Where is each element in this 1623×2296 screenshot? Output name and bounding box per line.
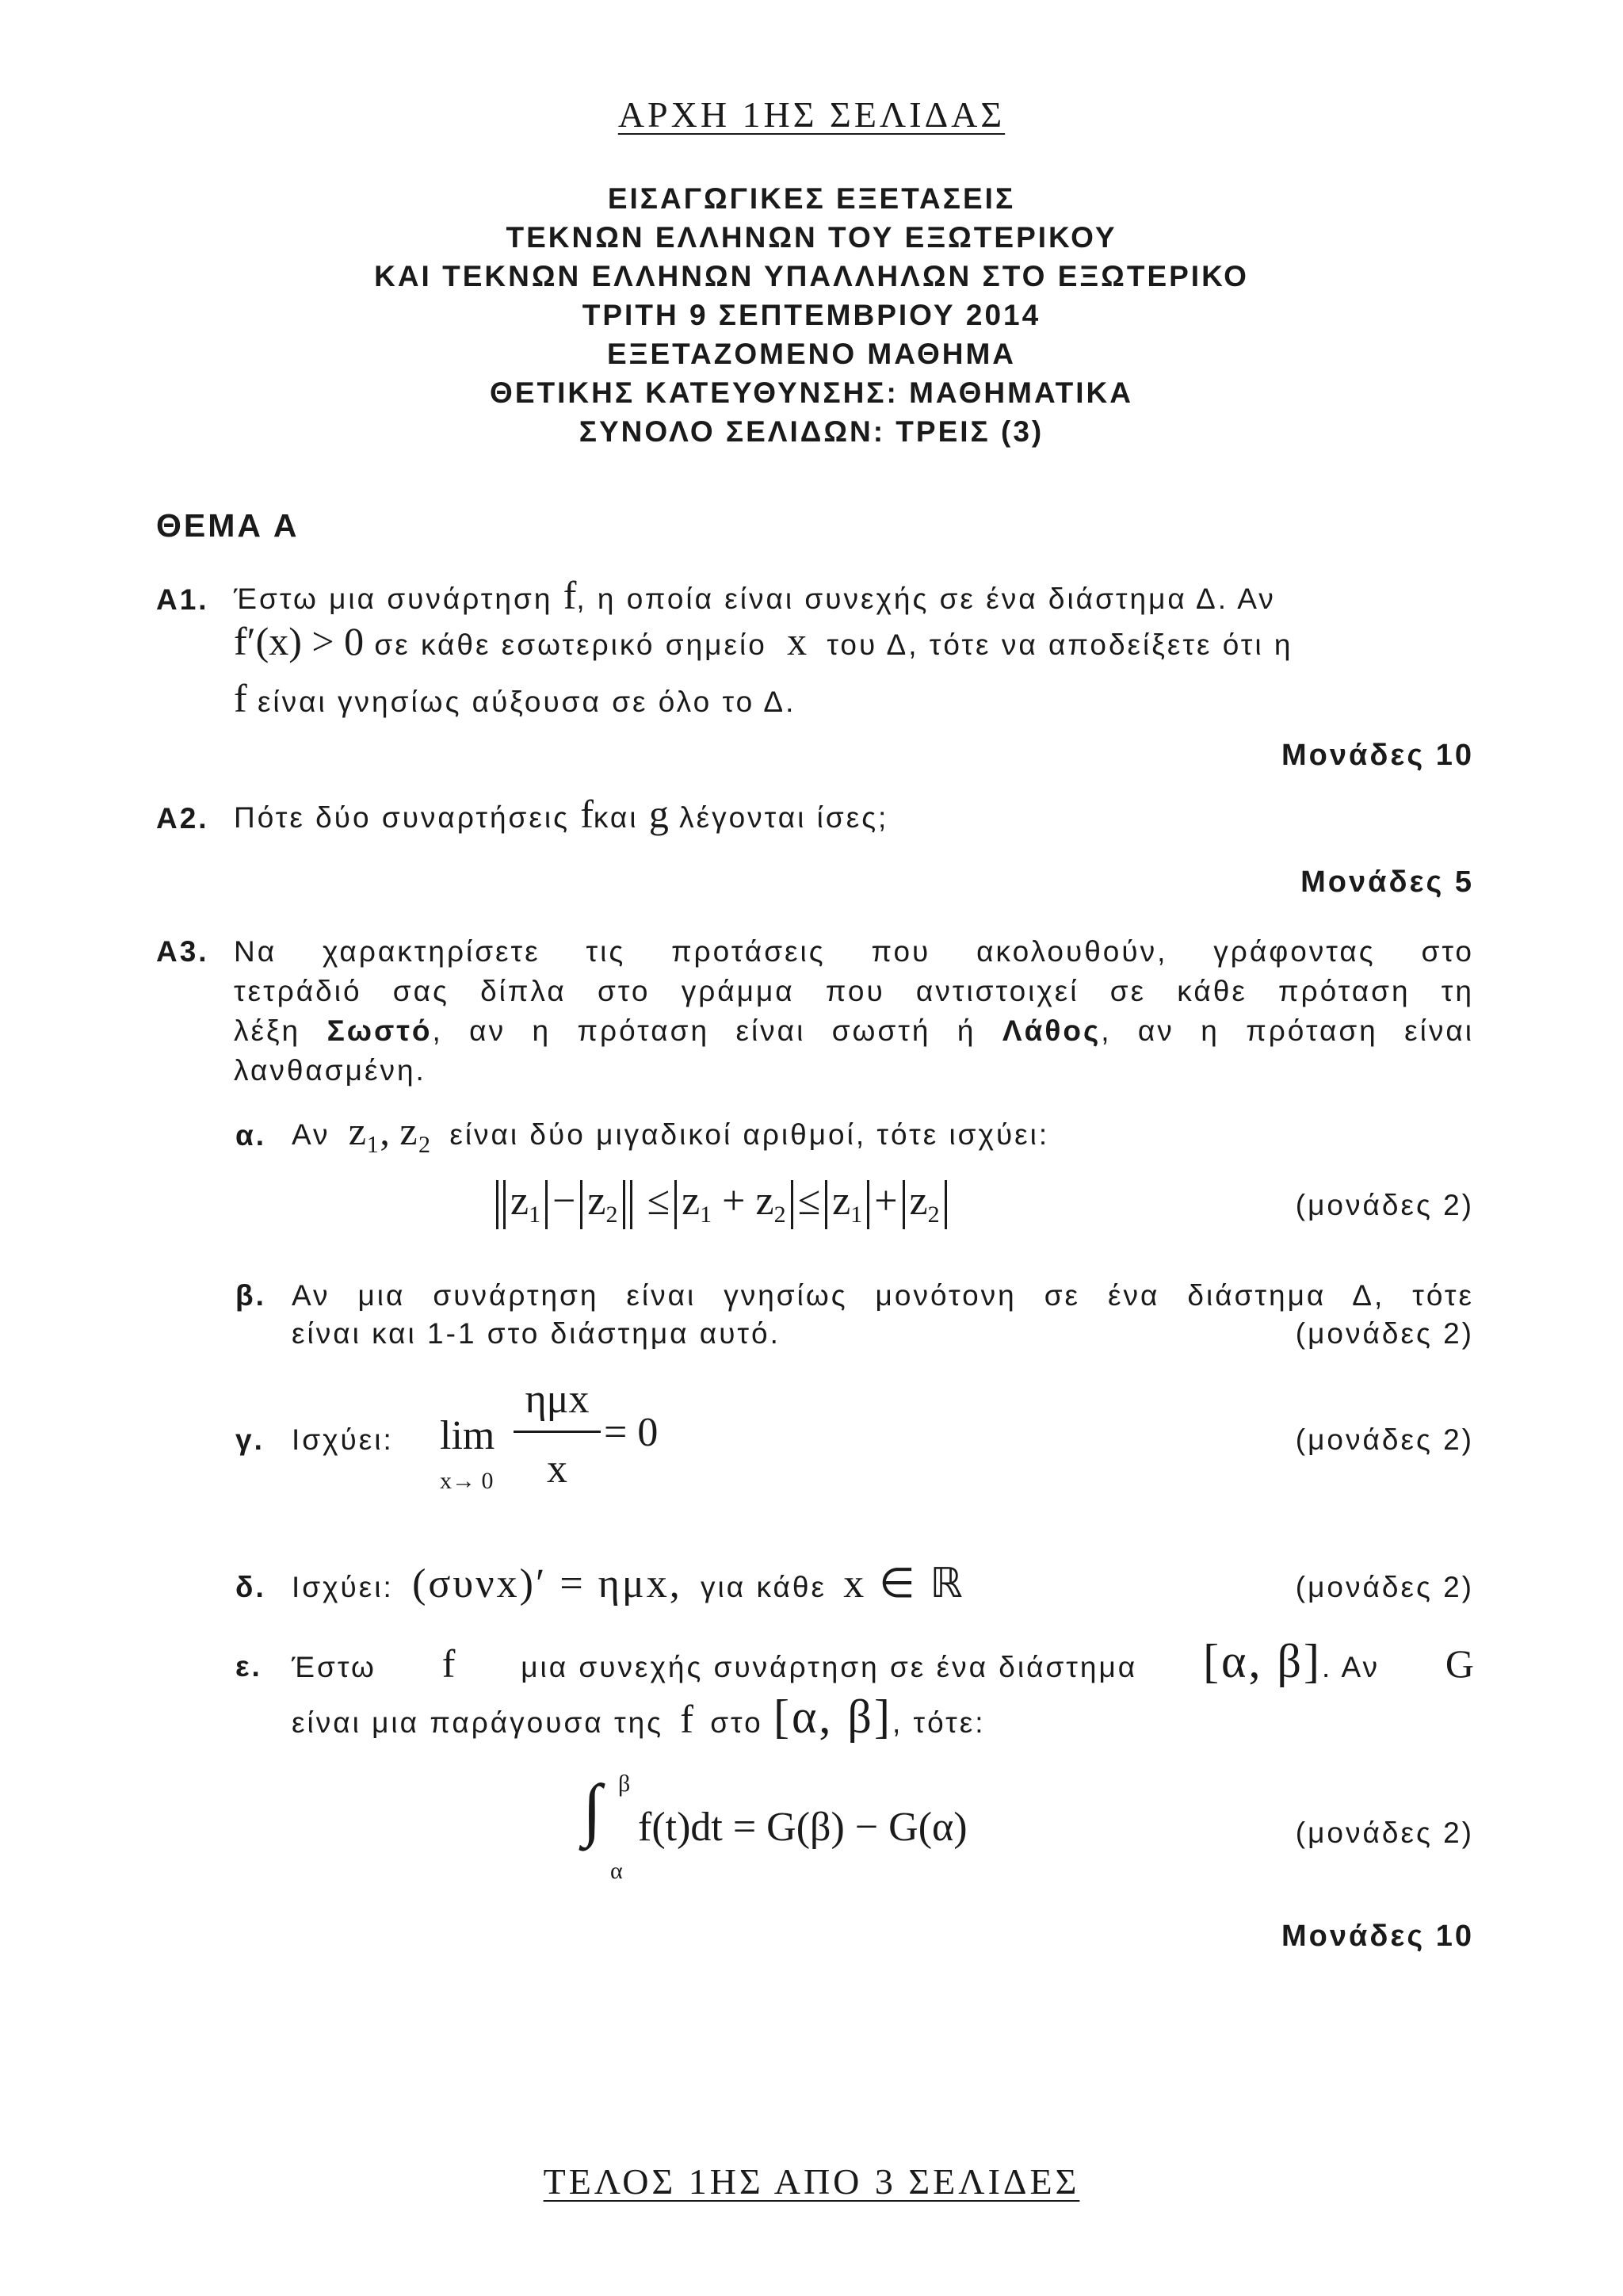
fraction-numerator: ημx xyxy=(525,1377,590,1422)
page-footer: ΤΕΛΟΣ 1ΗΣ ΑΠΟ 3 ΣΕΛΙΔΕΣ xyxy=(543,2161,1080,2202)
item-label-e: ε. xyxy=(235,1650,262,1683)
a1-marks: Μονάδες 10 xyxy=(1281,739,1474,772)
title-line: ΕΙΣΑΓΩΓΙΚΕΣ ΕΞΕΤΑΣΕΙΣ xyxy=(607,182,1016,215)
item-e-points: (μονάδες 2) xyxy=(1295,1817,1474,1849)
title-line: ΘΕΤΙΚΗΣ ΚΑΤΕΥΘΥΝΣΗΣ: ΜΑΘΗΜΑΤΙΚΑ xyxy=(490,376,1133,409)
a3-line-1: Να χαρακτηρίσετε τις προτάσεις που ακολουθούν, γράφοντας στο xyxy=(234,935,1474,968)
title-line: ΤΕΚΝΩΝ ΕΛΛΗΝΩΝ ΤΟΥ ΕΞΩΤΕΡΙΚΟΥ xyxy=(506,221,1117,254)
item-d-points: (μονάδες 2) xyxy=(1295,1571,1474,1603)
title-line: ΣΥΝΟΛΟ ΣΕΛΙΔΩΝ: ΤΡΕΙΣ (3) xyxy=(579,415,1044,448)
a3-line-2: τετράδιό σας δίπλα στο γράμμα που αντιστοιχεί σε κάθε πρόταση τη xyxy=(234,975,1474,1007)
triangle-inequality-formula: $z_1 - z_2 \le z_1 + z_2 \le z_1 + z_2$ xyxy=(491,1178,952,1229)
integral-sign: ∫ xyxy=(582,1771,602,1848)
question-label-a3: Α3. xyxy=(156,935,209,968)
real-set: x ∈ ℝ xyxy=(843,1561,965,1606)
item-d-text: Ισχύει: (συνx)′ = ημx, για κάθε x ∈ ℝ xyxy=(292,1561,965,1606)
limit-rhs: = 0 xyxy=(604,1410,659,1455)
integral-lower-limit: α xyxy=(610,1858,623,1884)
a1-line-2: f′(x) > 0 σε κάθε εσωτερικό σημείο x του Δ, τότε να αποδείξετε ότι η xyxy=(234,619,1293,663)
item-e-line-2: είναι μια παράγουσα της f στο [α, β], τότε: xyxy=(292,1690,986,1743)
fraction-denominator: x xyxy=(547,1446,567,1492)
derivative-formula: (συνx)′ = ημx, xyxy=(412,1561,682,1606)
word-correct: Σωστό xyxy=(327,1014,433,1047)
item-label-d: δ. xyxy=(235,1571,266,1603)
item-a-text: Αν z₁, z₂ είναι δύο μιγαδικοί αριθμοί, τότε ισχύει: xyxy=(292,1109,1050,1153)
word-wrong: Λάθος xyxy=(1002,1014,1102,1047)
integral-formula: f(t)dt = G(β) − G(α) xyxy=(638,1805,968,1850)
item-a-points: (μονάδες 2) xyxy=(1295,1189,1474,1221)
a3-line-4: λανθασμένη. xyxy=(234,1054,426,1087)
question-label-a2: Α2. xyxy=(156,802,209,835)
title-line: ΕΞΕΤΑΖΟΜΕΝΟ ΜΑΘΗΜΑ xyxy=(607,338,1016,370)
item-e-line-1: Έστω f μια συνεχής συνάρτηση σε ένα διάστημα [α, β]. Αν G xyxy=(292,1635,1474,1687)
integral-upper-limit: β xyxy=(618,1771,631,1797)
a1-line-1: Έστω μια συνάρτηση f, η οποία είναι συνεχής σε ένα διάστημα Δ. Αν xyxy=(234,573,1276,617)
a1-line-3: f είναι γνησίως αύξουσα σε όλο το Δ. xyxy=(234,676,796,720)
a3-line-3: λέξη Σωστό, αν η πρόταση είναι σωστή ή Λάθος, αν η πρόταση είναι xyxy=(234,1014,1475,1047)
a3-marks: Μονάδες 10 xyxy=(1281,1920,1474,1953)
title-line: ΚΑΙ ΤΕΚΝΩΝ ΕΛΛΗΝΩΝ ΥΠΑΛΛΗΛΩΝ ΣΤΟ ΕΞΩΤΕΡΙΚΟ xyxy=(374,260,1249,292)
item-label-a: α. xyxy=(235,1119,267,1152)
item-b-line-1: Αν μια συνάρτηση είναι γνησίως μονότονη σε ένα διάστημα Δ, τότε xyxy=(292,1279,1474,1312)
item-label-b: β. xyxy=(235,1279,266,1312)
title-line: ΤΡΙΤΗ 9 ΣΕΠΤΕΜΒΡΙΟΥ 2014 xyxy=(582,299,1041,331)
item-b-points: (μονάδες 2) xyxy=(1295,1317,1474,1350)
exam-title-block xyxy=(0,179,1623,451)
limit-word: lim xyxy=(440,1413,495,1458)
section-title: ΘΕΜΑ Α xyxy=(156,507,300,544)
question-label-a1: Α1. xyxy=(156,583,209,616)
item-b-line-2: είναι και 1-1 στο διάστημα αυτό. xyxy=(292,1317,781,1350)
item-label-g: γ. xyxy=(235,1423,265,1456)
item-g-points: (μονάδες 2) xyxy=(1295,1423,1474,1456)
a2-line: Πότε δύο συναρτήσεις fκαι g λέγονται ίσες; xyxy=(234,792,889,836)
fraction-bar xyxy=(514,1431,601,1433)
a2-marks: Μονάδες 5 xyxy=(1300,865,1474,899)
item-g-pre: Ισχύει: xyxy=(292,1423,394,1456)
page-header: ΑΡΧΗ 1ΗΣ ΣΕΛΙΔΑΣ xyxy=(617,94,1006,135)
limit-subscript: x→ 0 xyxy=(440,1468,494,1494)
